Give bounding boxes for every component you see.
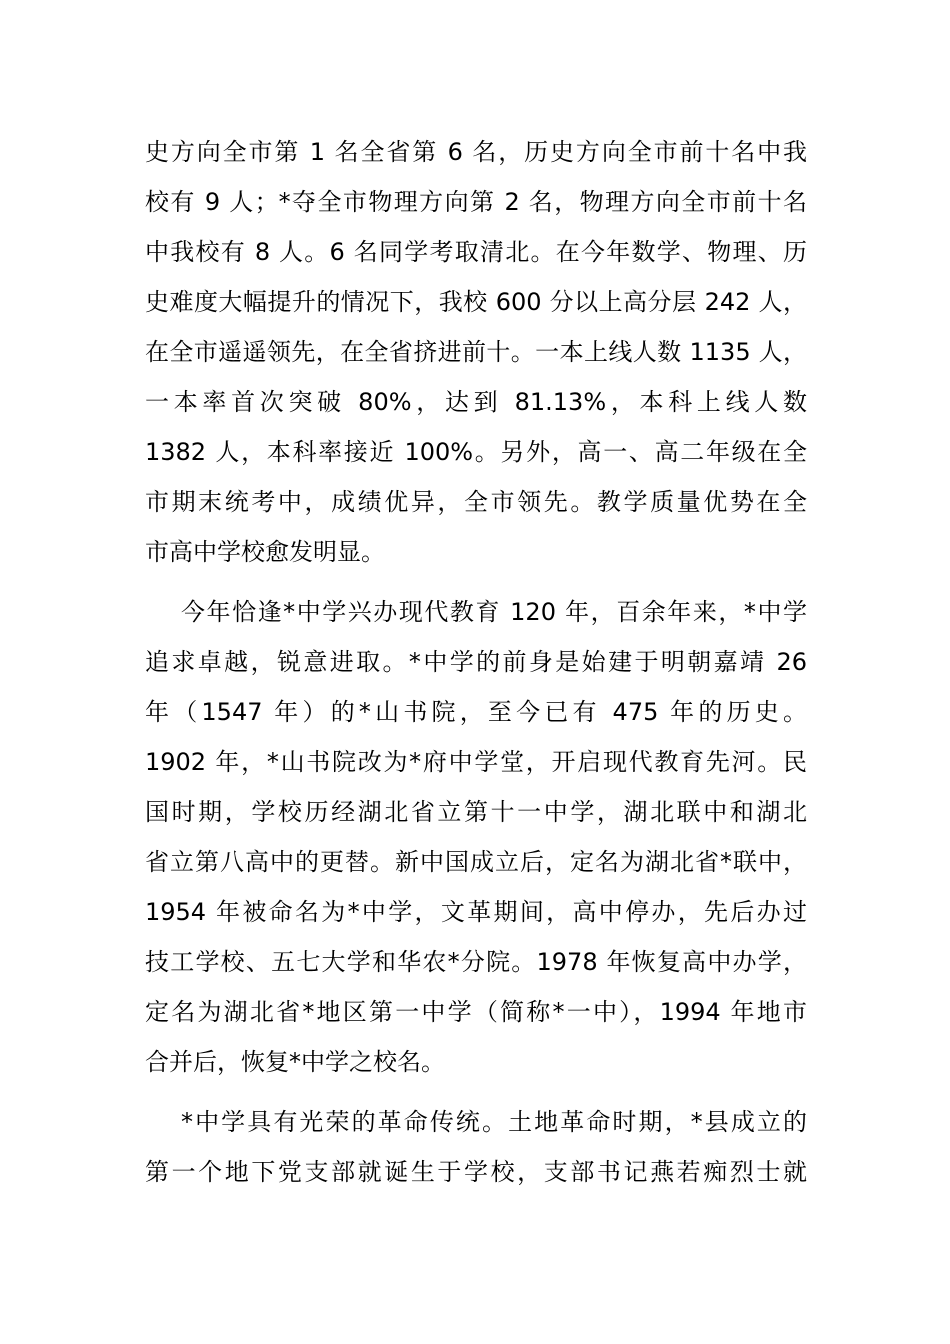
text-line: 技工学校、五七大学和华农*分院。1978 年恢复高中办学， [145,948,807,976]
paragraph-exam-results [145,127,807,577]
text-line: 中我校有 8 人。6 名同学考取清北。在今年数学、物理、历 [145,238,807,266]
text-line: 年（1547 年）的*山书院，至今已有 475 年的历史。 [145,698,807,726]
paragraph-spacer [145,1087,807,1097]
text-line: 史方向全市第 1 名全省第 6 名，历史方向全市前十名中我 [145,138,807,166]
text-line: 1902 年，*山书院改为*府中学堂，开启现代教育先河。民 [145,748,807,776]
text-line: 1954 年被命名为*中学，文革期间，高中停办，先后办过 [145,898,807,926]
paragraph-revolutionary-tradition [145,1097,807,1197]
text-line: *中学具有光荣的革命传统。土地革命时期，*县成立的 [181,1108,807,1136]
text-line: 国时期，学校历经湖北省立第十一中学，湖北联中和湖北 [145,798,807,826]
document-body [145,127,807,1197]
text-line: 一本率首次突破 80%，达到 81.13%，本科上线人数 [145,388,807,416]
text-line: 校有 9 人；*夺全市物理方向第 2 名，物理方向全市前十名 [145,188,807,216]
text-line: 追求卓越，锐意进取。*中学的前身是始建于明朝嘉靖 26 [145,648,807,676]
text-line: 今年恰逢*中学兴办现代教育 120 年，百余年来，*中学 [181,598,807,626]
text-line: 史难度大幅提升的情况下，我校 600 分以上高分层 242 人， [145,288,807,316]
text-line: 定名为湖北省*地区第一中学（简称*一中），1994 年地市 [145,998,807,1026]
text-line: 1382 人，本科率接近 100%。另外，高一、高二年级在全 [145,438,807,466]
text-line: 省立第八高中的更替。新中国成立后，定名为湖北省*联中， [145,848,807,876]
paragraph-school-history [145,587,807,1087]
text-line: 合并后，恢复*中学之校名。 [145,1048,445,1076]
text-line: 市期末统考中，成绩优异，全市领先。教学质量优势在全 [145,488,807,516]
text-line: 市高中学校愈发明显。 [145,538,385,566]
paragraph-spacer [145,577,807,587]
text-line: 第一个地下党支部就诞生于学校，支部书记燕若痴烈士就 [145,1158,807,1186]
text-line: 在全市遥遥领先，在全省挤进前十。一本上线人数 1135 人， [145,338,807,366]
